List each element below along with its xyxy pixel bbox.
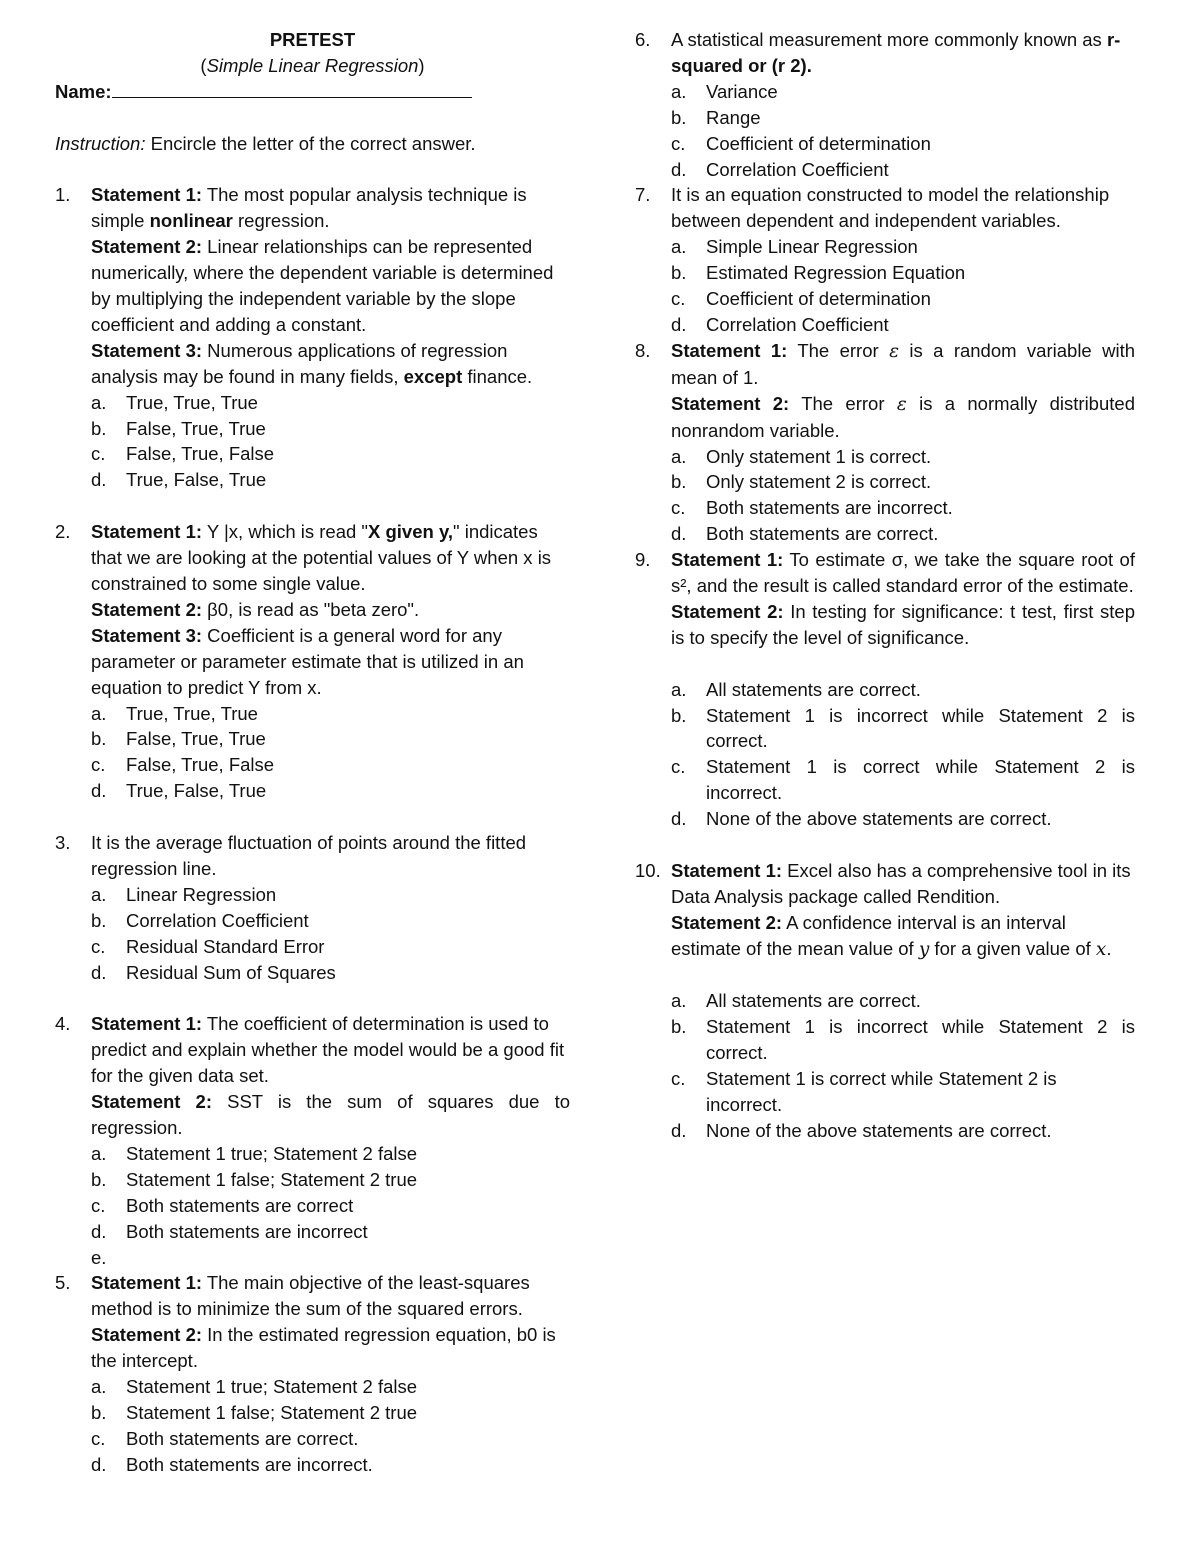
answer-options <box>55 882 570 986</box>
answer-options <box>635 988 1135 1143</box>
answer-options <box>635 444 1135 548</box>
option-d[interactable]: d. None of the above statements are correct. <box>671 1120 1052 1142</box>
option-c[interactable]: c. False, True, False <box>91 443 275 465</box>
question-number: 5. <box>55 1272 71 1294</box>
statement-1: Statement 1: The most popular analysis technique is simple nonlinear regression. <box>91 184 527 232</box>
statement-2: Statement 2: The error ε is a normally distributed nonrandom variable. <box>671 392 1135 441</box>
instruction: Instruction: Encircle the letter of the correct answer. <box>55 132 476 154</box>
question-10 <box>635 858 1135 963</box>
option-a[interactable]: a. Statement 1 true; Statement 2 false <box>91 1142 418 1164</box>
option-c[interactable]: c. False, True, False <box>91 754 275 776</box>
question-text: It is the average fluctuation of points around the fitted regression line. <box>91 832 527 879</box>
statement-1: Statement 1: The coefficient of determination is used to predict and explain whether the model would be a good fit for the given data set. <box>91 1013 565 1087</box>
statement-2: Statement 2: Linear relationships can be represented numerically, where the dependent variable is determined by multiplying the independent variable by the slope coefficient and adding a constant. <box>91 236 554 335</box>
option-b[interactable]: b. Statement 1 is incorrect while Statement 2 is correct. <box>671 704 1135 752</box>
option-b[interactable]: b. Statement 1 false; Statement 2 true <box>91 1401 418 1423</box>
question-2 <box>55 519 570 700</box>
option-d[interactable]: d. Correlation Coefficient <box>671 313 889 335</box>
statement-1: Statement 1: To estimate σ, we take the square root of s², and the result is called standard error of the estimate. <box>671 549 1135 597</box>
option-a[interactable]: a. Statement 1 true; Statement 2 false <box>91 1376 418 1398</box>
option-c[interactable]: c. Coefficient of determination <box>671 288 931 310</box>
name-blank-line[interactable] <box>112 79 472 98</box>
option-b[interactable]: b. False, True, True <box>91 728 266 750</box>
question-5 <box>55 1270 570 1374</box>
question-number: 3. <box>55 832 71 854</box>
page-title: PRETEST <box>269 29 356 50</box>
statement-2: Statement 2: In the estimated regression equation, b0 is the intercept. <box>91 1324 556 1372</box>
name-label: Name: <box>55 80 112 102</box>
question-number: 8. <box>635 339 651 361</box>
question-8 <box>635 338 1135 444</box>
question-number: 2. <box>55 521 71 543</box>
question-text: A statistical measurement more commonly known as r-squared or (r 2). <box>671 29 1121 76</box>
option-c[interactable]: c. Both statements are correct. <box>91 1427 359 1449</box>
statement-1: Statement 1: The main objective of the least-squares method is to minimize the sum of the squared errors. <box>91 1272 530 1320</box>
option-c[interactable]: c. Statement 1 is correct while Statement 2 is incorrect. <box>671 1068 1057 1116</box>
option-d[interactable]: d. Both statements are correct. <box>671 523 939 545</box>
option-c[interactable]: c. Statement 1 is correct while Statement 2 is incorrect. <box>671 756 1135 804</box>
option-b[interactable]: b. Estimated Regression Equation <box>671 262 966 284</box>
question-number: 9. <box>635 549 651 571</box>
option-d[interactable]: d. Residual Sum of Squares <box>91 961 336 983</box>
right-column <box>635 27 1135 1144</box>
option-e[interactable]: e. <box>91 1246 107 1268</box>
option-a[interactable]: a. True, True, True <box>91 391 258 413</box>
statement-1: Statement 1: The error ε is a random variable with mean of 1. <box>671 339 1136 388</box>
statement-3: Statement 3: Numerous applications of regression analysis may be found in many fields, except finance. <box>91 339 533 387</box>
option-c[interactable]: c. Both statements are incorrect. <box>671 497 953 519</box>
option-b[interactable]: b. False, True, True <box>91 417 266 439</box>
name-field[interactable] <box>55 79 570 105</box>
option-d[interactable]: d. Correlation Coefficient <box>671 158 889 180</box>
answer-options <box>55 390 570 494</box>
question-4 <box>55 1011 570 1141</box>
option-d[interactable]: d. None of the above statements are correct. <box>671 808 1052 830</box>
option-b[interactable]: b. Statement 1 is incorrect while Statement 2 is correct. <box>671 1016 1135 1064</box>
option-a[interactable]: a. Variance <box>671 80 778 102</box>
option-d[interactable]: d. True, False, True <box>91 469 267 491</box>
answer-options <box>635 79 1135 183</box>
option-a[interactable]: a. Only statement 1 is correct. <box>671 445 932 467</box>
question-number: 6. <box>635 29 651 50</box>
statement-2: Statement 2: In testing for significance: t test, first step is to specify the level of significance. <box>671 600 1135 648</box>
answer-options <box>635 234 1135 338</box>
option-d[interactable]: d. Both statements are incorrect <box>91 1220 368 1242</box>
statement-2: Statement 2: β0, is read as "beta zero". <box>91 598 420 620</box>
statement-1: Statement 1: Y |x, which is read "X given y," indicates that we are looking at the potential values of Y when x is constrained to some single value. <box>91 521 552 594</box>
question-7 <box>635 182 1135 234</box>
statement-2: Statement 2: SST is the sum of squares due to regression. <box>91 1091 570 1138</box>
left-column <box>55 27 570 1478</box>
option-a[interactable]: a. All statements are correct. <box>671 678 921 700</box>
option-a[interactable]: a. True, True, True <box>91 702 258 724</box>
option-a[interactable]: a. Simple Linear Regression <box>671 236 918 258</box>
option-b[interactable]: b. Range <box>671 106 761 128</box>
option-a[interactable]: a. All statements are correct. <box>671 990 921 1012</box>
statement-3: Statement 3: Coefficient is a general word for any parameter or parameter estimate that is utilized in an equation to predict Y from x. <box>91 624 524 698</box>
question-6 <box>635 27 1135 79</box>
question-3 <box>55 830 570 882</box>
question-number: 10. <box>635 859 661 881</box>
option-c[interactable]: c. Both statements are correct <box>91 1194 354 1216</box>
question-number: 4. <box>55 1013 71 1035</box>
statement-2: Statement 2: A confidence interval is an interval estimate of the mean value of y for a given value of x. <box>671 911 1112 960</box>
option-b[interactable]: b. Correlation Coefficient <box>91 909 309 931</box>
answer-options <box>635 677 1135 832</box>
option-b[interactable]: b. Statement 1 false; Statement 2 true <box>91 1168 418 1190</box>
page-subtitle: (Simple Linear Regression) <box>200 54 425 76</box>
option-d[interactable]: d. True, False, True <box>91 780 267 802</box>
statement-1: Statement 1: Excel also has a comprehensive tool in its Data Analysis package called Rendition. <box>671 859 1131 907</box>
answer-options <box>55 1141 570 1271</box>
option-a[interactable]: a. Linear Regression <box>91 883 277 905</box>
question-text: It is an equation constructed to model the relationship between dependent and independent variables. <box>671 184 1110 232</box>
option-c[interactable]: c. Residual Standard Error <box>91 935 325 957</box>
question-number: 1. <box>55 184 71 206</box>
answer-options <box>55 701 570 805</box>
question-9 <box>635 547 1135 651</box>
option-d[interactable]: d. Both statements are incorrect. <box>91 1453 373 1475</box>
option-b[interactable]: b. Only statement 2 is correct. <box>671 471 932 493</box>
answer-options <box>55 1374 570 1478</box>
question-number: 7. <box>635 184 651 206</box>
option-c[interactable]: c. Coefficient of determination <box>671 132 931 154</box>
question-1 <box>55 182 570 389</box>
